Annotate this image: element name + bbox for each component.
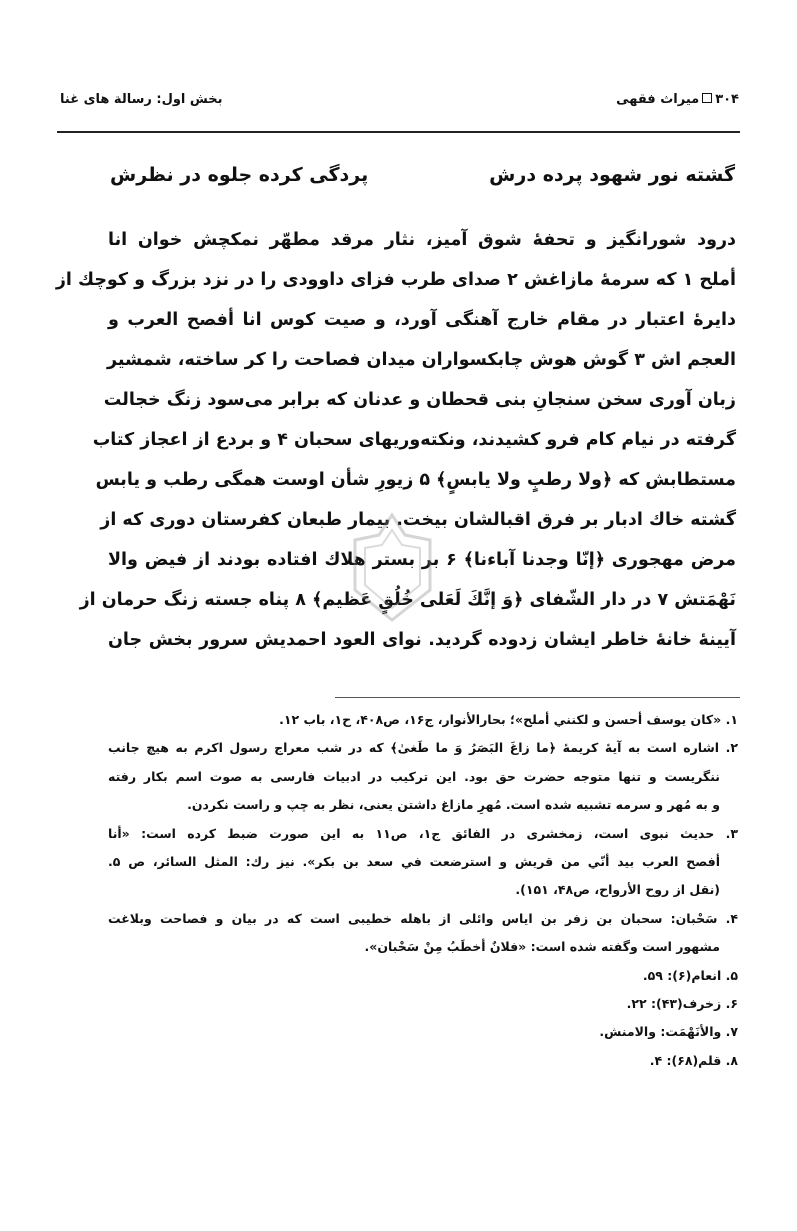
section-title: بخش اول: رسالة های غنا: [60, 92, 223, 107]
body-line: گرفته در نیام کام فرو کشیدند، ونکته‌وریهای سحبان ۴ و بردع از اعجاز کتاب: [92, 430, 736, 450]
footnote-line: ۷. والأنَهْمَت: والامنش.: [599, 1024, 738, 1040]
book-title: میراث فقهی: [616, 92, 700, 107]
footnote-line: ۳. حدیث نبوی است، زمخشری در الفائق ج۱، ص۱۱ به این صورت ضبط کرده است: «أنا: [108, 825, 738, 841]
body-line: مرض مهجوری ﴿إنّا وجدنا آباءنا﴾ ۶ بر بستر هلاك افتاده بودند از فیض والا: [108, 550, 736, 570]
verse-hemistich-right: گشته نور شهود پرده درش: [489, 164, 735, 186]
footnote-line: ۱. «کان یوسف أحسن و لکنني أملح»؛ بحارالأنوار، ج۱۶، ص۴۰۸، ح۱، باب ۱۲.: [279, 712, 738, 727]
footnote-line: ۲. اشاره است به آیهٔ کریمهٔ ﴿ما زاغَ البَصَرُ وَ ما طَغیٰ﴾ که در شب معراج رسول اکرم به هیچ جانب: [108, 740, 738, 756]
body-line: العجم اش ۳ گوش هوش چابکسواران میدان فصاحت را کر ساخته، شمشیر: [106, 350, 736, 370]
footnote-item: [108, 706, 738, 734]
verse: [110, 164, 735, 194]
footnote-line: و به مُهر و سرمه تشبیه شده است. مُهرِ مازاغ داشتن یعنی، نظر به چپ و راست نکردن.: [187, 797, 720, 813]
footnote-line: أفصح العرب بید أنّي من قریش و استرضعت في سعد بن بکر». نیز رك: المثل السائر، ص ۵.: [108, 853, 720, 869]
header-rule: [57, 131, 740, 133]
footnote-item: [108, 990, 738, 1018]
page-number: ۳۰۴: [715, 92, 739, 107]
footnote-line: ۶. زخرف(۴۳): ۲۲.: [626, 995, 738, 1011]
footnote-line: ۸. قلم(۶۸): ۴.: [649, 1052, 738, 1068]
footnote-item: [108, 820, 738, 905]
footnote-item: [108, 1018, 738, 1046]
body-line: مستطابش که ﴿ولا رطبٍ ولا یابسٍ﴾ ۵ زیورِ شأن اوست همگی رطب و یابس: [95, 470, 736, 490]
footnote-item: [108, 734, 738, 819]
body-line: گشته خاك ادبار بر فرق اقبالشان بیخت. بیمار طبعان کفرستان دوری که از: [100, 510, 736, 530]
body-line: آیینهٔ خانهٔ خاطر ایشان زدوده گردید. نوای العود احمدیش سرور بخش جان: [108, 630, 736, 650]
square-separator-icon: [702, 93, 712, 103]
body-line: درود شورانگیز و تحفهٔ شوق آمیز، نثار مرقد مطهّر نمکچش خوان انا: [108, 230, 736, 250]
footnote-line: ننگریست و تنها متوجه حضرت حق بود. این ترکیب در ادبیات فارسی به صوت اسم بکار رفته: [108, 768, 720, 784]
footnote-item: [108, 905, 738, 962]
running-header-right: [616, 92, 739, 107]
footnotes: [108, 706, 738, 1075]
footnote-line: ۴. سَحْبان: سحبان بن زفر بن ایاس وائلی از باهله خطیبی است که در بیان و فصاحت وبلاغت: [108, 910, 738, 926]
verse-hemistich-left: پردگی کرده جلوه در نظرش: [110, 164, 369, 186]
body-line: زبان آوری سخن سنجانِ بنی قحطان و عدنان که برابر می‌سود زنگ خجالت: [103, 390, 736, 410]
footnote-line: ۵. انعام(۶): ۵۹.: [642, 967, 738, 983]
footnote-item: [108, 962, 738, 990]
body-line: أملح ۱ که سرمهٔ مازاغش ۲ صدای طرب فزای داوودی را در نزد بزرگ و کوچك از: [55, 270, 736, 290]
body-line: دایرهٔ اعتبار در مقام خارج آهنگی آورد، و صیت کوس انا أفصح العرب و: [108, 310, 736, 330]
footnote-item: [108, 1047, 738, 1075]
body-line: نَهْمَتش ۷ در دار الشّفای ﴿وَ إنَّكَ لَعَلی خُلُقٍ عَظیم﴾ ۸ پناه جسته زنگ حرمان از: [79, 590, 736, 610]
footnote-line: مشهور است وگفته شده است: «فلانٌ أخطَبُ مِنْ سَحْبان».: [364, 939, 720, 955]
footnote-line: (نقل از روح الأرواح، ص۴۸، ۱۵۱).: [515, 882, 720, 898]
footnote-rule: [335, 697, 740, 698]
watermark-logo: [345, 510, 440, 630]
